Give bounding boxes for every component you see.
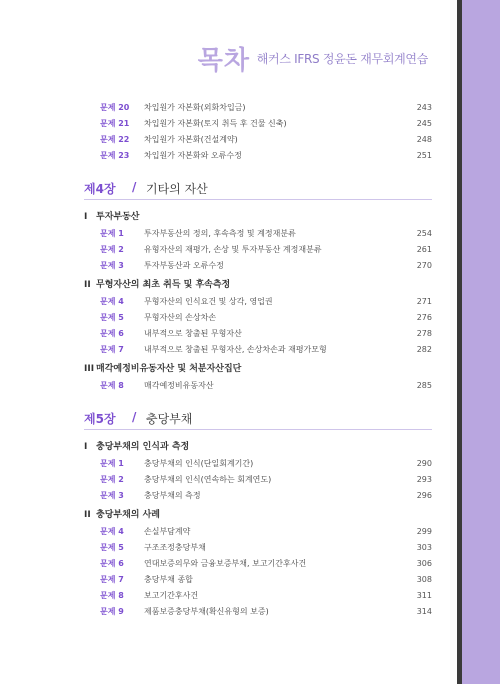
- page-number: 290: [416, 459, 432, 468]
- section-heading: [84, 208, 432, 226]
- problem-number: 문제 4: [100, 527, 124, 536]
- section-numeral: I: [84, 442, 88, 452]
- problem-title: 무형자산의 인식요건 및 상각, 영업권: [144, 297, 273, 306]
- problem-title: 내부적으로 창출된 무형자산: [144, 329, 242, 338]
- problem-title: 차입원가 자본화(토지 취득 후 건물 신축): [144, 119, 287, 128]
- page-number: 278: [416, 329, 432, 338]
- problem-number: 문제 5: [100, 313, 124, 322]
- section-numeral: I: [84, 212, 88, 222]
- toc-entry[interactable]: [84, 294, 432, 310]
- problem-title: 보고기간후사건: [144, 591, 199, 600]
- problem-number: 문제 2: [100, 475, 124, 484]
- page-header: [0, 38, 456, 78]
- problem-number: 문제 21: [100, 119, 130, 128]
- problem-title: 무형자산의 손상차손: [144, 313, 217, 322]
- problem-title: 투자부동산의 정의, 후속측정 및 계정재분류: [144, 229, 296, 238]
- page-number: 285: [416, 381, 432, 390]
- problem-number: 문제 6: [100, 329, 124, 338]
- section-heading: [84, 276, 432, 294]
- toc-entry[interactable]: [84, 378, 432, 394]
- section-heading: [84, 360, 432, 378]
- section-title: 충당부채의 사례: [96, 510, 160, 520]
- chapter-title: 기타의 자산: [146, 182, 208, 196]
- page-number: 276: [416, 313, 432, 322]
- section-heading: [84, 506, 432, 524]
- page-number: 243: [416, 103, 432, 112]
- problem-title: 차입원가 자본화(건설계약): [144, 135, 238, 144]
- problem-title: 차입원가 자본화(외화차입금): [144, 103, 246, 112]
- problem-number: 문제 3: [100, 261, 124, 270]
- problem-number: 문제 22: [100, 135, 130, 144]
- chapter-rule: [84, 199, 432, 200]
- problem-number: 문제 2: [100, 245, 124, 254]
- problem-number: 문제 9: [100, 607, 124, 616]
- page-number: 271: [416, 297, 432, 306]
- problem-number: 문제 5: [100, 543, 124, 552]
- problem-title: 충당부채의 인식(연속하는 회계연도): [144, 475, 272, 484]
- page-number: 282: [416, 345, 432, 354]
- section-heading: [84, 438, 432, 456]
- toc-entry[interactable]: [84, 488, 432, 504]
- problem-number: 문제 6: [100, 559, 124, 568]
- toc-entry[interactable]: [84, 326, 432, 342]
- page-title: 목차: [197, 46, 250, 76]
- section-title: 무형자산의 최초 취득 및 후속측정: [96, 280, 231, 290]
- problem-number: 문제 8: [100, 591, 124, 600]
- problem-number: 문제 8: [100, 381, 124, 390]
- chapter-heading: [84, 408, 432, 430]
- toc-entry[interactable]: [84, 226, 432, 242]
- page-number: 245: [416, 119, 432, 128]
- problem-title: 구조조정충당부채: [144, 543, 206, 552]
- section-numeral: III: [84, 364, 95, 374]
- toc-entry[interactable]: [84, 472, 432, 488]
- page-number: 293: [416, 475, 432, 484]
- problem-number: 문제 1: [100, 459, 124, 468]
- problem-title: 내부적으로 창출된 무형자산, 손상차손과 재평가모형: [144, 345, 327, 354]
- toc-entry[interactable]: [84, 116, 432, 132]
- page-number: 314: [416, 607, 432, 616]
- problem-number: 문제 7: [100, 575, 124, 584]
- toc-entry[interactable]: [84, 604, 432, 620]
- problem-title: 충당부채 종합: [144, 575, 193, 584]
- problem-number: 문제 1: [100, 229, 124, 238]
- toc-entry[interactable]: [84, 310, 432, 326]
- problem-title: 매각예정비유동자산: [144, 381, 214, 390]
- page-number: 311: [416, 591, 432, 600]
- book-title: 해커스 IFRS 정윤돈 재무회계연습: [256, 52, 428, 66]
- toc-entry[interactable]: [84, 342, 432, 358]
- toc-entry[interactable]: [84, 148, 432, 164]
- toc-entry[interactable]: [84, 132, 432, 148]
- page-number: 299: [416, 527, 432, 536]
- problem-number: 문제 3: [100, 491, 124, 500]
- problem-title: 손실부담계약: [144, 527, 191, 536]
- page-number: 303: [416, 543, 432, 552]
- chapter-sidebar-tab: [462, 0, 500, 684]
- chapter-title: 충당부채: [146, 412, 193, 426]
- page-number: 254: [416, 229, 432, 238]
- problem-title: 제품보증충당부채(확신유형의 보증): [144, 607, 269, 616]
- problem-title: 충당부채의 인식(단일회계기간): [144, 459, 254, 468]
- page-number: 270: [416, 261, 432, 270]
- page-number: 308: [416, 575, 432, 584]
- problem-title: 차입원가 자본화와 오류수정: [144, 151, 242, 160]
- chapter-slash: /: [132, 410, 137, 424]
- page-number: 261: [416, 245, 432, 254]
- section-title: 투자부동산: [96, 212, 140, 222]
- chapter-number: 제5장: [84, 412, 116, 426]
- chapter-slash: /: [132, 180, 137, 194]
- table-of-contents: [84, 100, 432, 620]
- chapter-rule: [84, 429, 432, 430]
- problem-number: 문제 4: [100, 297, 124, 306]
- problem-number: 문제 7: [100, 345, 124, 354]
- toc-entry[interactable]: [84, 524, 432, 540]
- toc-entry[interactable]: [84, 100, 432, 116]
- toc-entry[interactable]: [84, 258, 432, 274]
- page-number: 306: [416, 559, 432, 568]
- problem-title: 유형자산의 재평가, 손상 및 투자부동산 계정재분류: [144, 245, 322, 254]
- section-title: 매각예정비유동자산 및 처분자산집단: [96, 364, 242, 374]
- toc-entry[interactable]: [84, 588, 432, 604]
- page-number: 296: [416, 491, 432, 500]
- problem-number: 문제 20: [100, 103, 130, 112]
- chapter-heading: [84, 178, 432, 200]
- section-numeral: II: [84, 510, 91, 520]
- page-number: 251: [416, 151, 432, 160]
- problem-title: 투자부동산과 오류수정: [144, 261, 224, 270]
- toc-entry[interactable]: [84, 456, 432, 472]
- problem-number: 문제 23: [100, 151, 130, 160]
- toc-entry[interactable]: [84, 556, 432, 572]
- toc-entry[interactable]: [84, 572, 432, 588]
- toc-entry[interactable]: [84, 242, 432, 258]
- page-number: 248: [416, 135, 432, 144]
- section-title: 충당부채의 인식과 측정: [96, 442, 190, 452]
- problem-title: 연대보증의무와 금융보증부채, 보고기간후사건: [144, 559, 307, 568]
- section-numeral: II: [84, 280, 91, 290]
- problem-title: 충당부채의 측정: [144, 491, 201, 500]
- chapter-number: 제4장: [84, 182, 116, 196]
- toc-entry[interactable]: [84, 540, 432, 556]
